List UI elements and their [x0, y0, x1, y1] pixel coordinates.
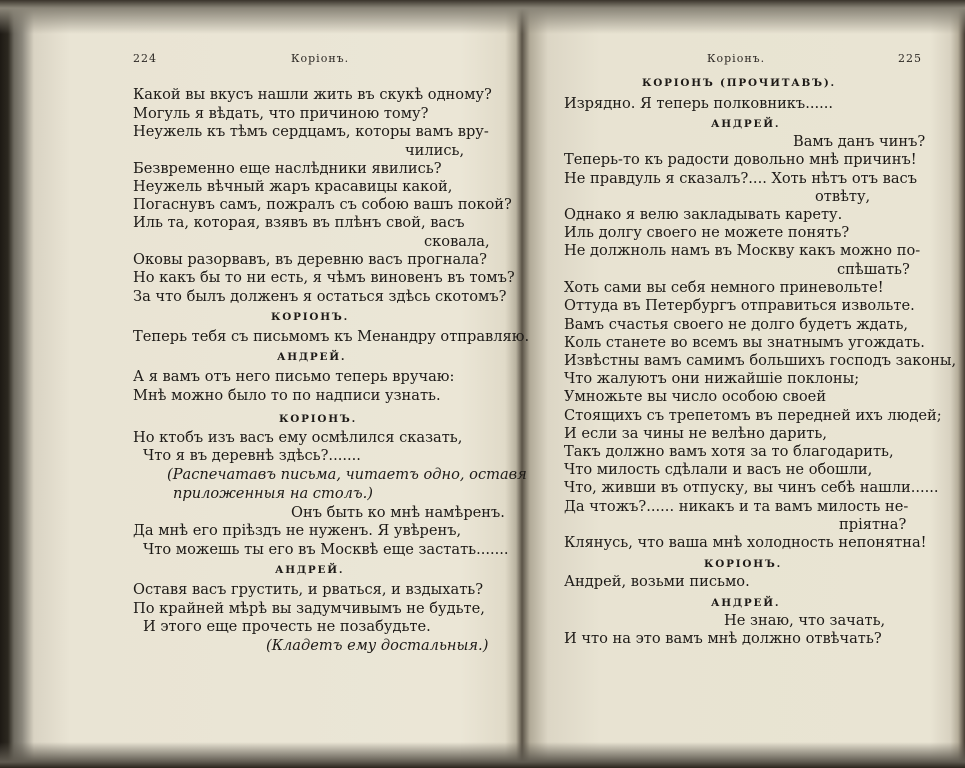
verse-line: Иль та, которая, взявъ въ плѣнъ свой, васъ: [133, 214, 465, 231]
verse-line: Изрядно. Я теперь полковникъ......: [564, 95, 834, 112]
verse-line: чились,: [405, 142, 465, 159]
speaker-name: КОРIОНЪ.: [704, 558, 783, 570]
stage-direction: приложенныя на столъ.): [173, 485, 373, 502]
running-head: Корiонъ.: [707, 52, 766, 65]
verse-line: Онъ быть ко мнѣ намѣренъ.: [291, 504, 505, 521]
verse-line: Теперь тебя съ письмомъ къ Менандру отправляю.: [133, 328, 530, 345]
verse-line: Какой вы вкусъ нашли жить въ скукѣ одному?: [133, 86, 492, 103]
verse-line: Мнѣ можно было то по надписи узнать.: [133, 387, 441, 404]
verse-line: И что на это вамъ мнѣ должно отвѣчать?: [564, 630, 882, 647]
verse-line: Оковы разорвавъ, въ деревню васъ прогнала?: [133, 251, 487, 268]
verse-line: Оттуда въ Петербургъ отправиться извольте.: [564, 297, 915, 314]
page-number: 224: [133, 52, 157, 65]
right-page: [522, 0, 965, 768]
verse-line: Да мнѣ его прiѣздъ не нуженъ. Я увѣренъ,: [133, 522, 462, 539]
verse-line: Что я въ деревнѣ здѣсь?.......: [143, 447, 361, 464]
verse-line: Да чтожъ?...... никакъ и та вамъ милость не-: [564, 498, 909, 515]
verse-line: Хоть сами вы себя немного приневольте!: [564, 279, 884, 296]
verse-line: Но ктобъ изъ васъ ему осмѣлился сказать,: [133, 429, 463, 446]
verse-line: Извѣстны вамъ самимъ большихъ господъ законы,: [564, 352, 957, 369]
speaker-name: КОРIОНЪ (ПРОЧИТАВЪ).: [642, 77, 836, 89]
verse-line: Теперь-то къ радости довольно мнѣ причинъ!: [564, 151, 917, 168]
verse-line: Не правдуль я сказалъ?.... Хоть нѣтъ отъ васъ: [564, 170, 918, 187]
speaker-name: АНДРЕЙ.: [711, 597, 781, 609]
verse-line: прiятна?: [839, 516, 907, 533]
running-head: Корiонъ.: [291, 52, 350, 65]
verse-line: Что жалуютъ они нижайшiе поклоны;: [564, 370, 860, 387]
verse-line: Вамъ счастья своего не долго будетъ ждать,: [564, 316, 909, 333]
verse-line: За что былъ долженъ я остаться здѣсь скотомъ?: [133, 288, 507, 305]
verse-line: Андрей, возьми письмо.: [564, 573, 750, 590]
speaker-name: АНДРЕЙ.: [277, 351, 347, 363]
verse-line: И если за чины не велѣно дарить,: [564, 425, 827, 442]
verse-line: Могуль я вѣдать, что причиною тому?: [133, 105, 429, 122]
verse-line: Но какъ бы то ни есть, я чѣмъ виновенъ въ томъ?: [133, 269, 515, 286]
verse-line: Умножьте вы число особою своей: [564, 388, 827, 405]
verse-line: Что, живши въ отпуску, вы чинъ себѣ нашли......: [564, 479, 939, 496]
verse-line: Стоящихъ съ трепетомъ въ передней ихъ людей;: [564, 407, 942, 424]
verse-line: сковала,: [424, 233, 490, 250]
verse-line: Неужель вѣчный жаръ красавицы какой,: [133, 178, 453, 195]
verse-line: Такъ должно вамъ хотя за то благодарить,: [564, 443, 894, 460]
verse-line: Погаснувъ самъ, пожралъ съ собою вашъ покой?: [133, 196, 512, 213]
verse-line: Безвременно еще наслѣдники явились?: [133, 160, 442, 177]
verse-line: Что милость сдѣлали и васъ не обошли,: [564, 461, 873, 478]
page-number: 225: [898, 52, 922, 65]
verse-line: По крайней мѣрѣ вы задумчивымъ не будьте,: [133, 600, 485, 617]
verse-line: Что можешь ты его въ Москвѣ еще застать.......: [143, 541, 509, 558]
stage-direction: (Кладетъ ему достальныя.): [266, 637, 489, 654]
speaker-name: КОРIОНЪ.: [271, 311, 350, 323]
verse-line: спѣшать?: [837, 261, 910, 278]
verse-line: Не знаю, что зачать,: [724, 612, 886, 629]
verse-line: отвѣту,: [815, 188, 871, 205]
verse-line: Оставя васъ грустить, и рваться, и вздыхать?: [133, 581, 484, 598]
verse-line: Однако я велю закладывать карету.: [564, 206, 843, 223]
verse-line: А я вамъ отъ него письмо теперь вручаю:: [133, 368, 455, 385]
verse-line: Вамъ данъ чинъ?: [793, 133, 926, 150]
speaker-name: КОРIОНЪ.: [279, 413, 358, 425]
verse-line: Иль долгу своего не можете понять?: [564, 224, 850, 241]
speaker-name: АНДРЕЙ.: [711, 118, 781, 130]
stage-direction: (Распечатавъ письма, читаетъ одно, оставя: [167, 466, 527, 483]
verse-line: Не должноль намъ въ Москву какъ можно по-: [564, 242, 921, 259]
verse-line: И этого еще прочесть не позабудьте.: [143, 618, 431, 635]
verse-line: Клянусь, что ваша мнѣ холодность непонятна!: [564, 534, 927, 551]
verse-line: Коль станете во всемъ вы знатнымъ угождать.: [564, 334, 925, 351]
speaker-name: АНДРЕЙ.: [275, 564, 345, 576]
verse-line: Неужель къ тѣмъ сердцамъ, которы вамъ вру-: [133, 123, 489, 140]
